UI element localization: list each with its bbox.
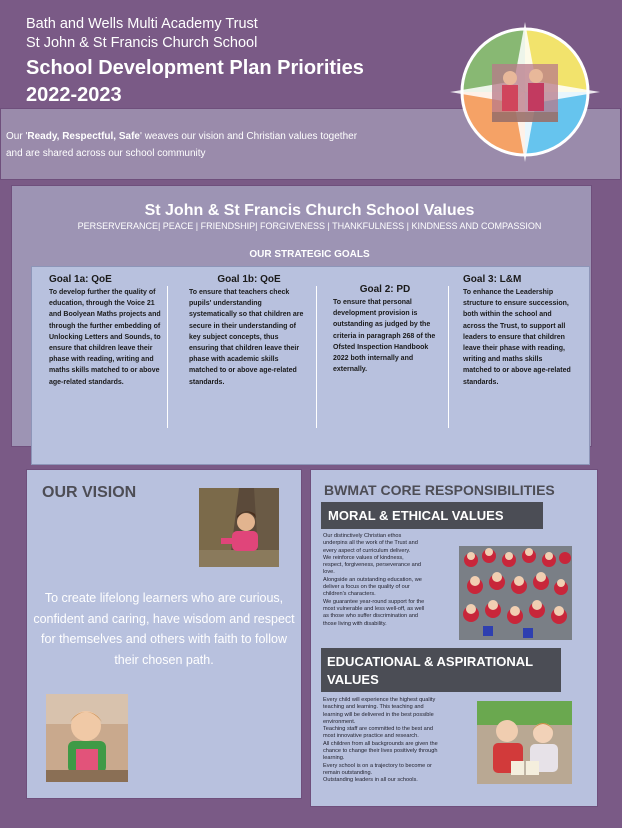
text-line: underpins all the work of the Trust and — [323, 540, 418, 547]
school-name: St John & St Francis Church School — [26, 35, 258, 51]
goal-text: To enhance the Leadership structure to ensure succession, both within the school and across the Trust, to support all leaders to ensure that children leave their phase with reading, writing and maths skills matched to or above age-related standards. — [463, 289, 571, 386]
text-line: teaching and learning. This teaching and — [323, 704, 424, 711]
vision-statement: To create lifelong learners who are curious, confident and caring, have wisdom and respect for themselves and others with faith to follow their chosen path. — [33, 591, 295, 667]
goal-title: Goal 3: L&M — [463, 274, 522, 285]
text-line: Teaching staff are committed to the best and — [323, 726, 433, 733]
children-photo — [492, 64, 558, 122]
page-year: 2022-2023 — [26, 84, 122, 106]
text-line: Every school is on a trajectory to become or — [323, 762, 432, 769]
values-title: St John & St Francis Church School Values — [144, 202, 475, 219]
text-line: most vulnerable and less well-off, as well — [323, 605, 425, 612]
motto-suffix: ' weaves our vision and Christian values together — [140, 131, 358, 142]
motto-prefix: Our ' — [6, 131, 28, 142]
text-line: respect, forgiveness, perseverance and — [323, 562, 421, 569]
motto-line2: and are shared across our school community — [6, 148, 206, 159]
goal-text: To ensure that personal development provision is outstanding as judged by the criteria in paragraph 268 of the Ofsted Inspection Handbook 2022 both internally and externally. — [333, 299, 436, 374]
text-line: Our distinctively Christian ethos — [323, 533, 402, 539]
text-line: chance to change their lives positively through — [323, 748, 438, 755]
text-line: environment. — [323, 718, 356, 725]
compass-logo — [440, 22, 610, 162]
text-line: We reinforce values of kindness, — [323, 554, 404, 561]
text-line: every aspect of curriculum delivery. — [323, 547, 411, 554]
goal-2 — [333, 286, 437, 375]
banner-line: VALUES — [327, 672, 379, 687]
text-line: those living with disability. — [323, 620, 387, 627]
text-line: Outstanding leaders in all our schools. — [323, 777, 418, 784]
page-title: School Development Plan Priorities — [26, 57, 364, 79]
goal-title: Goal 2: PD — [359, 284, 411, 295]
text-line: We guarantee year-round support for the — [323, 598, 425, 605]
text-line: most innovative practice and research. — [323, 733, 419, 740]
goal-3 — [463, 274, 573, 388]
moral-ethical-banner: MORAL & ETHICAL VALUES — [321, 502, 543, 529]
goal-divider — [448, 286, 449, 428]
goal-1a — [49, 274, 165, 388]
text-line: children's characters. — [323, 591, 376, 598]
text-line: Alongside an outstanding education, we — [323, 576, 422, 583]
goal-title: Goal 1a: QoE — [49, 274, 112, 285]
text-line: remain outstanding. — [323, 769, 373, 776]
responsibilities-title: BWMAT CORE RESPONSIBILITIES — [324, 482, 555, 498]
goal-1b — [189, 274, 309, 388]
goal-divider — [167, 286, 168, 428]
children-reading-photo — [477, 701, 572, 784]
class-group-photo — [459, 546, 572, 640]
educational-aspirational-banner — [321, 648, 561, 692]
moral-ethical-text — [323, 533, 453, 628]
text-line: love. — [323, 569, 335, 576]
banner-line: EDUCATIONAL & ASPIRATIONAL — [327, 654, 534, 669]
text-line: Every child will experience the highest quality — [323, 697, 436, 703]
goal-title: Goal 1b: QoE — [217, 274, 281, 285]
trust-name: Bath and Wells Multi Academy Trust — [26, 16, 258, 32]
goal-divider — [316, 286, 317, 428]
girl-playing-photo — [199, 488, 279, 567]
strategic-goals-title: OUR STRATEGIC GOALS — [249, 249, 370, 260]
goal-text: To develop further the quality of education, through the Voice 21 and Boolyean Maths projects and through the further embedding of Unlocking Letters and Sounds, to ensure that children leave their phase with reading, writing and maths skills matched to or above age-related standards. — [49, 289, 161, 386]
text-line: as those who suffer discrimination and — [323, 613, 419, 620]
boy-painting-photo — [46, 694, 128, 782]
text-line: All children from all backgrounds are given the — [323, 740, 438, 747]
vision-title: OUR VISION — [42, 484, 137, 501]
motto-highlight: Ready, Respectful, Safe — [27, 131, 140, 142]
motto-text — [6, 128, 426, 162]
values-list: PERSERVERANCE| PEACE | FRIENDSHIP| FORGIVENESS | THANKFULNESS | KINDNESS AND COMPASSION — [77, 221, 542, 231]
goal-text: To ensure that teachers check pupils' understanding systematically so that children are secure in their understanding of key subject concepts, thus ensuring that children leave their phase with academic skills matched to or above age-related standards. — [189, 289, 304, 386]
text-line: learning. — [323, 755, 345, 762]
text-line: learning will be delivered in the best possible — [323, 711, 434, 718]
educational-aspirational-text — [323, 697, 475, 785]
text-line: deliver a focus on the quality of our — [323, 584, 410, 591]
